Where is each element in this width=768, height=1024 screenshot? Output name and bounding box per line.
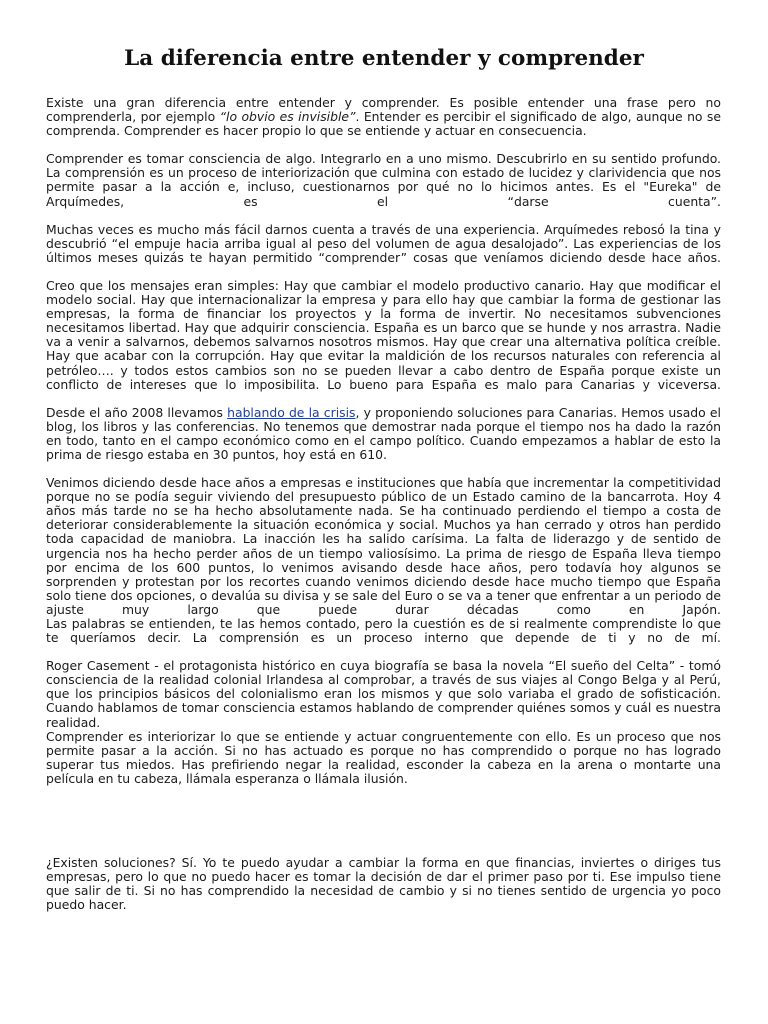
paragraph-1-text-b: . Entender es percibir el significado de algo, aunque no se comprenda. Comprender es hacer propio lo que se entiende y actuar en consecuencia. (46, 109, 722, 139)
paragraph-5 (46, 406, 721, 462)
paragraph-1-emphasis: “lo obvio es invisible” (219, 109, 356, 125)
paragraph-10: ¿Existen soluciones? Sí. Yo te puedo ayudar a cambiar la forma en que financias, inviertes o diriges tus empresas, pero lo que no puedo hacer es tomar la decisión de dar el primer paso por ti. Ese impulso tiene que salir de ti. Si no has comprendido la necesidad de cambio y si no tienes sentido de urgencia yo poco puedo hacer. (46, 855, 721, 913)
paragraph-3: Muchas veces es mucho más fácil darnos cuenta a través de una experiencia. Arquímedes rebosó la tina y descubrió “el empuje hacia arriba igual al peso del volumen de agua desalojado”. Las experiencias de los últimos meses quizás te hayan permitido “comprender” cosas que veníamos diciendo desde hace años. (46, 221, 721, 265)
paragraph-5-text-b: , y proponiendo soluciones para Canarias. Hemos usado el blog, los libros y las conferencias. No tenemos que demostrar nada porque el tiempo nos ha dado la razón en todo, tanto en el campo económico como en el campo político. Cuando empezamos a hablar de esto la prima de riesgo estaba en 30 puntos, hoy está en 610. (46, 404, 721, 462)
paragraph-8: Roger Casement - el protagonista histórico en cuya biografía se basa la novela “El sueño del Celta” - tomó consciencia de la realidad colonial Irlandesa al comprobar, a través de sus viajes al Congo Belga y al Perú, que los principios básicos del colonialismo eran los mismos y que solo variaba el grado de sofisticación. Cuando hablamos de tomar consciencia estamos hablando de comprender quiénes somos y cuál es nuestra realidad. (46, 658, 721, 730)
paragraph-9: Comprender es interiorizar lo que se entiende y actuar congruentemente con ello. Es un proceso que nos permite pasar a la acción. Si no has actuado es porque no has comprendido o porque no has logrado superar tus miedos. Has prefiriendo negar la realidad, esconder la cabeza en la arena o montarte una película en tu cabeza, llámala esperanza o llámala ilusión. (46, 728, 721, 786)
paragraph-1 (46, 96, 721, 138)
paragraph-7: Las palabras se entienden, te las hemos contado, pero la cuestión es de si realmente comprendiste lo que te queríamos decir. La comprensión es un proceso interno que depende de ti y no de mí. (46, 616, 721, 646)
crisis-link[interactable]: hablando de la crisis (227, 404, 356, 420)
paragraph-5-text-a: Desde el año 2008 llevamos (46, 404, 228, 420)
spacer (46, 800, 721, 856)
document-body (46, 96, 721, 926)
document-title: La diferencia entre entender y comprender (124, 46, 644, 71)
paragraph-6: Venimos diciendo desde hace años a empresas e instituciones que había que incrementar la competitividad porque no se podía seguir viviendo del presupuesto público de un Estado camino de la bancarrota. Hoy 4 años más tarde no se ha hecho absolutamente nada. Se ha continuado perdiendo el tiempo a costa de deteriorar considerablemente la situación económica y social. Muchos ya han cerrado y otros han perdido toda capacidad de maniobra. La inacción les ha salido carísima. La falta de liderazgo y de sentido de urgencia nos ha hecho perder años de un tiempo valiosísimo. La prima de riesgo de España lleva tiempo por encima de los 600 puntos, lo venimos avisando desde hace años, pero todavía hoy algunos se sorprenden y protestan por los recortes cuando venimos diciendo desde hace mucho tiempo que España solo tiene dos opciones, o devalúa su divisa y se sale del Euro o se va a tener que enfrentar a un periodo de ajuste muy largo que puede durar décadas como en Japón. (46, 475, 721, 617)
paragraph-2: Comprender es tomar consciencia de algo. Integrarlo en a uno mismo. Descubrirlo en su sentido profundo. La comprensión es un proceso de interiorización que culmina con estado de lucidez y clarividencia que nos permite pasar a la acción e, incluso, cuestionarnos por qué no lo hicimos antes. Es el "Eureka" de Arquímedes, es el “darse cuenta”. (46, 151, 721, 209)
paragraph-4: Creo que los mensajes eran simples: Hay que cambiar el modelo productivo canario. Hay que modificar el modelo social. Hay que internacionalizar la empresa y para ello hay que cambiar la forma de gestionar las empresas, la forma de financiar los proyectos y la forma de invertir. No necesitamos subvenciones necesitamos libertad. Hay que adquirir consciencia. España es un barco que se hunde y nos arrastra. Nadie va a venir a salvarnos, debemos salvarnos nosotros mismos. Hay que crear una alternativa política creíble. Hay que acabar con la corrupción. Hay que evitar la maldición de los recursos naturales con referencia al petróleo…. y todos estos cambios son no se pueden llevar a cabo dentro de España porque existe un conflicto de intereses que lo imposibilita. Lo bueno para España es malo para Canarias y viceversa. (46, 277, 721, 392)
paragraph-1-text-a: Existe una gran diferencia entre entender y comprender. Es posible entender una frase pero no comprenderla, por ejemplo (46, 95, 721, 125)
